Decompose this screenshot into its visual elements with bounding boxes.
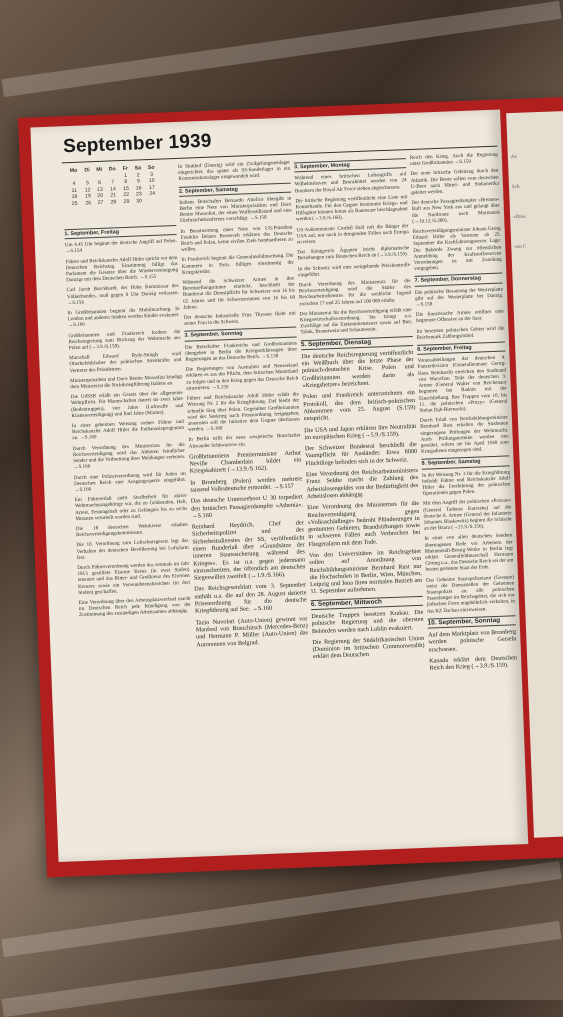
chronicle-entry: Vorausabteilungen der deutschen 4. Panzerdivision (Generalleutnant Georg-Hans Reinhardt) erreichen den Stadtrand von Warschau. Teile der deutschen 3. Armee (General Walter von Reichenau) beginnen bei Radom mit der Einschließung. Ihre Truppen vom 10. bis 11. die polnischen »Pruzy« (General Stefan Dąb-Biernacki). (417, 354, 508, 414)
chronicle-entry: Durch Führerverordnung werden das erstmals im Jahr 1813 gestiftete Eiserne Kreuz (in zwei Stufen) erneuert und das Ritter- und Großkreuz des Eisernen Kreuzes sowie ein Verwundetenabzeichen (in drei Stufen) geschaffen. (77, 560, 191, 596)
calendar-weekday: Sa (134, 165, 142, 172)
chronicle-entry: In Beantwortung einer Note von US-Präsident Franklin Delano Roosevelt erklären das Deutsche Reich und Polen, keine zivilen Ziele bombardieren zu wollen. (180, 224, 293, 254)
blanket-stripe (1, 1, 561, 97)
calendar-day: 15 (123, 185, 130, 192)
chronicle-entry: In einer von allen deutschen Sendern übertragenen Rede vor Arbeitern der Rheinmetall-Borsig-Werke in Berlin legt erklärt Generalfeldmarschall Hermann Göring u.a., das Deutsche Reich sei der am besten gerüstete Staat der Erde. (424, 532, 514, 574)
chronicle-entry: Das deutsche Unterseeboot U 30 torpediert den britischen Passagierdampfer »Athenia«. →S.160 (190, 493, 304, 520)
chronicle-entry: Eine Verordnung über den Arbeitsplatzwechsel macht im Deutschen Reich jede Kündigung von der Zustimmung des zuständigen Arbeitsamtes abhängig. (78, 595, 191, 619)
chronicle-entry: Um 4.45 Uhr beginnt der deutsche Angriff auf Polen. →S.154 (64, 238, 177, 255)
month-calendar (66, 165, 159, 208)
calendar-day (146, 198, 160, 205)
date-heading: 10. September, Sonntag (428, 615, 516, 629)
chronicle-entry: Die Regierungen von Australien und Neuseeland erklären es aus der Pflicht, dem britischen Mutterland zu folgen und in den Krieg gegen das Deutsche Reich einzutreten. →S.159 (185, 362, 299, 392)
date-heading: 8. September, Freitag (417, 342, 505, 356)
chronicle-entry: Die französische Armee eröffnet eine begrenzte Offensive an der Saar. (415, 308, 504, 325)
chronicle-entry: Ein Führererlaß sieht Strafbefreit für aktive Wehrmachtsangehörige vor, die zu Geldstrafen, Haft, Arrest, Festungshaft oder zu Gefängnis bis zu sechs Monaten verurteilt worden sind. (74, 492, 188, 522)
calendar-day: 1 (123, 172, 128, 179)
calendar-day: 29 (123, 198, 130, 205)
chronicle-entry: In Stutthof (Danzig) wird ein Zivilgefangenenlager eingerichtet, das später als SS-Sonderlager in ein Konzentrationslager umgewandelt wird. (177, 159, 291, 183)
calendar-weekday: Mo (69, 167, 78, 175)
calendar-day: 5 (85, 180, 90, 187)
date-heading: 9. September, Samstag (421, 456, 509, 470)
calendar-day: 25 (71, 200, 78, 207)
chronicle-entry: In einer geheimen Weisung ordnet Führer und Reichskanzler Adolf Hitler die Euthanasieprogramm an. →S.169 (71, 418, 185, 442)
calendar-day: 7 (111, 179, 115, 186)
calendar-weekday: Mi (96, 166, 103, 174)
chronicle-entry: Marschall Edward Rydz-Smigly wird Oberbefehlshaber der polnischen Streitkräfte und Vertreter des Präsidenten. (69, 351, 182, 374)
chronicle-entry: Auf dem Marktplatz von Bromberg werden polnische Geiseln erschossen. (428, 628, 517, 654)
chronicle-entry: Die deutsche Reichsregierung veröffentlicht ein Weißbuch über die letzte Phase der polnisch-deutschen Krise. Polen und Großbritannien werden darin als »Kriegshetzer« bezeichnet. (301, 348, 415, 390)
calendar-day: 8 (124, 179, 128, 186)
calendar-weekday: Do (108, 166, 116, 173)
chronicle-entry: Polen und Frankreich unterzeichnen ein Protokoll, das dem britisch-polnischen Abkommen vom 25. August (S.159) entspricht. (302, 389, 416, 423)
chronicle-entry: In Berlin trifft der neue sowjetische Botschafter Alexander Schkwarzew ein. (188, 432, 301, 450)
chronicle-entry: Durch Verordnung des Ministerrats für die Reichsverteidigung wird das Abhören feindlicher Sender und die Verbreitung ihrer Meldungen verboten. →S.166 (72, 441, 186, 471)
chronicle-entry: Der Ministerrat für die Reichsverteidigung erläßt eine Kriegswirtschaftsverordnung. Sie bringt u.a. Zuschläge auf die Einkommensteuer sowie auf Bier, Tabak, Branntwein und Schaumwein. (299, 306, 413, 336)
chronicle-entry: Durch Erlaß von Reichsbildungsminister Bernhard Rust erhalten die Studenten eingezogene Prüfungen der Wehrmacht. Auch Prüfungstermine werden neu gewährt, sofern sie bis April 1940 zum Kriegsdienst eingezogen sind. (419, 414, 509, 455)
chronicle-entry: Das Geheime Staatspolizeiamt (Gestapo) weist die Dienststellen der Geheimen Staatspolizei an, alle polnischen Staatsbürger im Reichsgebiet, die sich vor jüdischen Form ungebührlich verhalten, in das KZ Dachau einzuweisen. (425, 573, 516, 615)
chronicle-entry: Carl Jacob Burckhardt, der Hohe Kommissar des Völkerbundes, muß gegen 9 Uhr Danzig verlassen. →S.156 (66, 283, 179, 307)
chronicle-entry: Die UdSSR erläßt ein Gesetz über die allgemeine Wehrpflicht. Für Mannschaften dauert sie zwei Jahre (Bodentruppen), vier Jahre (Luftwaffe und Küstenverteidigung) und fünf Jahre (Marine). (70, 390, 184, 420)
date-heading: 3. September, Montag (294, 158, 406, 172)
calendar-day: 26 (85, 200, 92, 207)
chronicle-entry: In der Schweiz wird eine weitgehende Preiskontrolle eingeführt. (297, 261, 411, 279)
chronicle-entry: Der deutsche Passagierdampfer »Bremen« läuft aus New York aus und gelangt über die Nordroute nach Murmansk (→19.12./S.200). (411, 196, 501, 225)
chronicle-entry: Die USA und Japan erklären ihre Neutralität im europäischen Krieg (→5.9./S.159). (304, 422, 417, 442)
calendar-day: 24 (149, 191, 156, 198)
calendar-day: 20 (97, 193, 104, 200)
chronicle-entry: Im besetzten polnischen Gebiet wird die Reichsmark Zahlungsmittel. (416, 325, 505, 341)
date-heading: 2. September, Samstag (179, 182, 291, 196)
chronicle-entry: Von den Universitäten im Reichsgebiet sollen auf Anordnung von Reichsbildungsminister Bernhard Rust nur die Hochschulen in Berlin, Wien, München, Leipzig und Jena ihren normalen Betrieb am 11. September aufnehmen. (308, 547, 423, 596)
date-heading: 3. September, Sonntag (184, 327, 296, 341)
chronicle-entry: Kanada erklärt dem Deutschen Reich den Krieg (→3.9./S.159). (429, 654, 518, 672)
calendar-day: 13 (96, 186, 103, 193)
calendar-day: 10 (148, 177, 155, 185)
facing-page-fragment: »Düss (513, 214, 526, 221)
chronicle-entry: Während die Schweizer Armee in ihre Bereitstellungsräume einrückt, beschließt der Bundesrat die Dienstpflicht für Schweizer von 16 bis 65 Jahren und für Schweizerinnen von 16 bis 60 Jahren. (182, 275, 296, 311)
chronicle-entry: Reich den Krieg. Auch die Regierung unter Großbritannien →S.159 (409, 151, 498, 168)
calendar-day: 11 (71, 187, 78, 194)
column-1 (64, 222, 191, 623)
calendar-day: 23 (135, 191, 142, 198)
chronicle-entry: Während eines britischen Luftangriffs auf Wilhelmshaven und Brunsbüttel werden von 24 Bombern der Royal Air Force sieben abgeschossen. (294, 171, 407, 195)
chronicle-entry: Reinhard Heydrich, Chef der Sicherheitspolizei und des Sicherheitsdienstes der SS, veröffentlicht einen Runderlaß über »Grundsätze der inneren Staatssicherung während des Krieges«. Es ist u.a. gegen jedermann einzuschreiten, der öffentlich am deutschen Siegeswillen zweifelt (→1.9./S.166). (191, 519, 306, 582)
chronicle-entry: Tazio Nuvolari (Auto-Union) gewinnt vor Manfred von Brauchitsch (Mercedes-Benz) und Hermann P. Müller (Auto-Union) das Autorennen von Belgrad. (195, 614, 309, 649)
calendar-day: 30 (136, 198, 143, 205)
chronicle-entry: Reichsverteidigungsminister Johann Georg Eduard Hitler als Vertreter ab 25. September die Kraftfahrzeugwesen. Lage: Die Behörde Zwang zur öffentlichen Anmeldung der Kraftstoffreserven Verordnungen ist mit Zuteilung vorgegeben. (412, 225, 502, 273)
chronicle-entry: In Frankreich beginnt die Generalmobilmachung. Die Kammern in Paris billigen einstimmig die Kriegskredite. (181, 252, 294, 276)
chronicle-entry: In Großbritannien beginnt die Mobilmachung. In London und anderen Städten werden Kinder evakuiert. →S.166 (67, 305, 180, 329)
chronicle-page (30, 109, 528, 862)
date-heading: 1. September, Freitag (64, 225, 176, 239)
calendar-weekday: So (147, 164, 155, 172)
chronicle-entry: Eine Verordnung des Ministerrats für die Reichsverteidigung gegen »Volksschädlinge« bedroht Plünderungen in geräumten Gebieten, Brandstiftungen sowie in schweren Fällen auch Verbrechen bei Fliegeralarm mit dem Tode. (307, 500, 421, 548)
chronicle-entry: In der Weisung Nr. 3 für die Kriegführung befiehlt Führer und Reichskanzler Adolf Hitler die Fortführung der polnischen Operationen gegen Polen. (421, 468, 511, 497)
calendar-day: 14 (109, 186, 116, 193)
column-2 (178, 160, 309, 653)
calendar-day: 27 (97, 199, 104, 206)
calendar-day: 2 (136, 171, 140, 179)
chronicle-entry: In Bromberg (Polen) werden mehrere tausend Volksdeutsche ermordet. →S.157 (189, 474, 303, 494)
calendar-day: 4 (72, 181, 76, 188)
page-title: September 1939 (62, 130, 212, 158)
chronicle-entry: Eine Verordnung des Reichsarbeitsministers Franz Seldte macht die Zahlung des Arbeitslosengeldes von der Bedürftigkeit des Arbeitslosen abhängig. (305, 466, 419, 501)
calendar-day: 12 (84, 187, 91, 194)
column-3 (294, 155, 425, 665)
calendar-day: 22 (123, 192, 130, 199)
book (18, 97, 563, 877)
chronicle-entry: Durch eine Polizeiverordnung wird für Juden im Deutschen Reich eine Ausgangssperre eingeführt. →S.166 (73, 470, 187, 494)
calendar-day: 6 (98, 180, 102, 187)
chronicle-entry: Führer und Reichskanzler Adolf Hitler erläßt die Weisung Nr. 2 für die Kriegführung. Ziel bleibt der schnelle Sieg über Polen. Gegenüber Großbritannien wird der Seekrieg nach Prisenordnung freigegeben, ansonsten soll die Initiative dem Gegner überlassen werden. →S.160 (186, 391, 300, 433)
chronicle-entry: Der Schweizer Bundesrat beschließt die Vaumpflicht für Ausländer. Etwa 8000 Flüchtlinge befinden sich in der Schweiz. (304, 441, 418, 467)
chronicle-entry: Italiens Botschafter Bernardo Attolico übergibt in Berlin eine Note von Ministerpräsident und Duce Benito Mussolini, der einen Waffenstillstand und eine Fünfmächtekonferenz vorschlägt. →S.158 (179, 195, 292, 225)
calendar-day: 28 (110, 199, 117, 206)
calendar-weekday: Di (84, 167, 90, 174)
chronicle-entry: Großbritanniens Premierminister Arthur Neville Chamberlain bildet ein Kriegskabinett (→13.9./S.162). (189, 449, 302, 475)
facing-page-fragment: Al- (510, 154, 518, 161)
facing-page-fragment: Sch (511, 184, 520, 191)
chronicle-entry: US-Außenminister Cordell Hull ruft die Bürger der USA auf, nur noch in dringenden Fällen nach Europa zu reisen. (296, 222, 409, 246)
chronicle-entry: Die 10. Verordnung zum Luftschutzgesetz legt das Verhalten der deutschen Bevölkerung bei Luftalarm fest. (76, 538, 189, 561)
chronicle-entry: Der erste britische Geleitzug durch den Atlantik. Die Boote sollen vom deutschen U-Boot nach Mittel- und Südamerika geleitet werden. (410, 168, 499, 196)
calendar-day: 21 (110, 192, 117, 199)
date-heading: 7. September, Donnerstag (414, 273, 502, 287)
chronicle-entry: Durch Verordnung des Ministerrats für die Reichsverteidigung wird die Stärke des Reichsarbeitsdienstes für die weibliche Jugend zwischen 17 und 25 Jahren auf 100 000 erhöht. (298, 278, 412, 307)
facing-page-fragment: von C (514, 244, 527, 251)
chronicle-entry: Großbritannien und Frankreich fordern die Reichsregierung zum Rückzug der Wehrmacht aus Polen auf (→3.9./S.158). (68, 328, 181, 352)
calendar-day: 17 (148, 184, 155, 191)
calendar-day: 19 (85, 193, 92, 200)
chronicle-entry: Die britische Regierung veröffentlicht eine Liste mit Konterbande. Für den Gegner bestimmte Kriegs- und Hilfsgüter können fortan als Bannware beschlagnahmt werden (→3.9./S.160). (295, 193, 408, 223)
chronicle-entry: Die polnische Besatzung der Westerplatte gibt auf der Westerplatte bei Danzig. →S.158 (414, 286, 504, 308)
chronicle-entry: Die 18 deutschen Wehrkreise erhalten Reichsverteidigungskommissare. (75, 521, 188, 539)
chronicle-entry: Die Regierung der Südafrikanischen Union (Dominion im britischen Commonwealth) erklärt dem Deutschen (312, 634, 425, 661)
chronicle-entry: Führer und Reichskanzler Adolf Hitler spricht vor dem Deutschen Reichstag. Einstimmig billigt das Parlament die Gesetze über die Wiedervereinigung Danzigs mit dem Deutschen Reich. →S.155 (65, 254, 179, 284)
calendar-day: 18 (71, 194, 78, 201)
chronicle-entry: Das Reichsgesetzblatt vom 3. September enthält u.a. die auf den 28. August datierte Prisenordnung für die deutsche Kriegführung auf See. →S.160 (194, 581, 307, 615)
calendar-weekday: Fr (122, 165, 128, 173)
chronicle-entry: Deutsche Truppen besetzen Krakau. Die polnische Regierung und die obersten Behörden werden nach Lublin evakuiert. (311, 608, 424, 635)
chronicle-entry: Die Botschafter Frankreichs und Großbritanniens übergeben in Berlin die Kriegserklärungen ihrer Regierungen an das Deutsche Reich. →S.158 (184, 340, 298, 363)
date-heading: 5. September, Dienstag (301, 336, 413, 350)
chronicle-entry: Das Königreich Ägypten bricht diplomatische Beziehungen zum Deutschen Reich ab (→3.9./S.159). (297, 245, 410, 262)
chronicle-entry: Mit dem Angriff der polnischen »Poznan« (General Tadeusz Kutrzeba) auf die deutsche 8. Armee (General der Infanterie Johannes Blaskowitz) beginnt die Schlacht an der Bzura (→21.9./S.156). (423, 497, 512, 532)
calendar-day: 16 (135, 185, 142, 192)
column-4 (410, 152, 518, 676)
calendar-day: 3 (149, 171, 154, 178)
chronicle-entry: Ministerpräsident und Duce Benito Mussolini kündigt dem Ministerrat die Nichtkriegführung Italiens an. (70, 373, 183, 391)
date-heading: 6. September, Mittwoch (311, 596, 423, 610)
chronicle-entry: Der deutsche Industrielle Fritz Thyssen flieht mit seiner Frau in die Schweiz. (183, 310, 296, 328)
calendar-day: 9 (136, 178, 140, 185)
